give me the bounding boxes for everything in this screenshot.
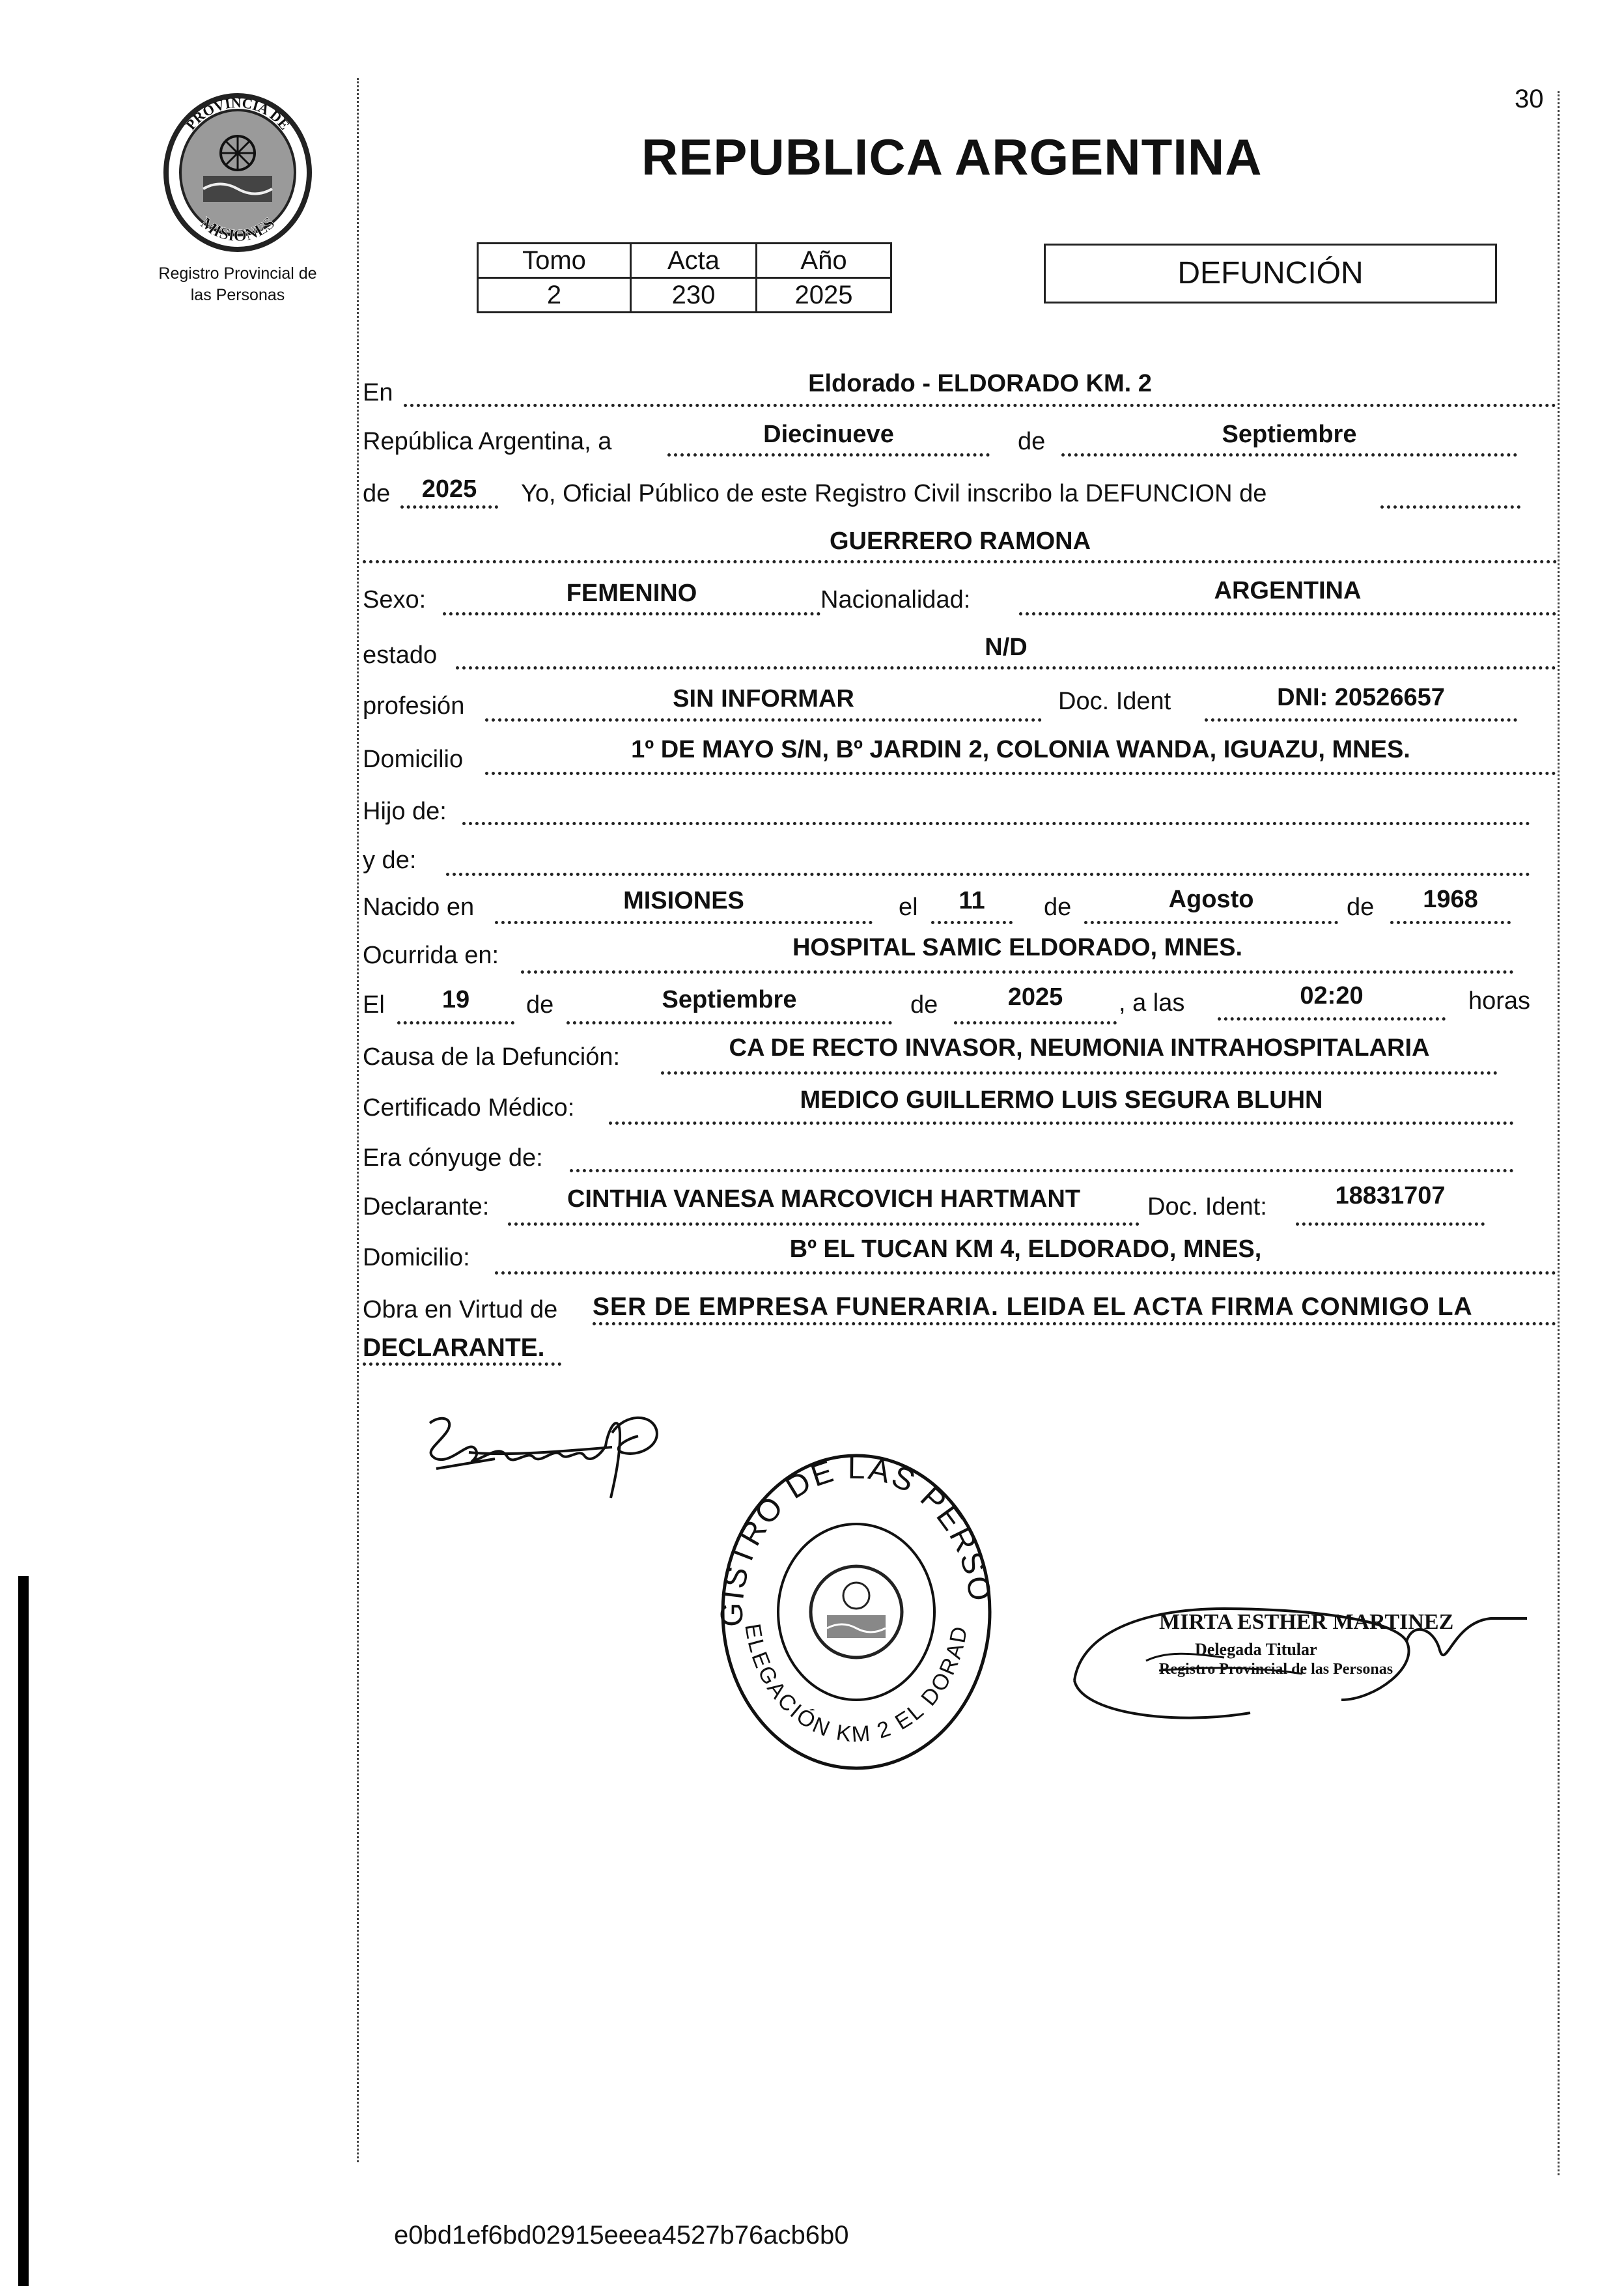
registry-label-line2: las Personas <box>190 286 285 304</box>
label-de-nac-2: de <box>1347 894 1375 921</box>
label-ocurrida-en: Ocurrida en: <box>363 942 499 969</box>
crest-text-top: PROVINCIA DE <box>182 94 293 133</box>
dots-nac-anio <box>1390 921 1511 924</box>
label-hijo-de: Hijo de: <box>363 798 447 825</box>
dots-causa <box>661 1071 1498 1075</box>
declarant-signature <box>417 1387 664 1504</box>
dots-obra-1 <box>593 1322 1556 1325</box>
dots-lugar <box>404 404 1556 407</box>
dots-def-mes <box>567 1021 892 1024</box>
label-horas: horas <box>1468 987 1531 1015</box>
label-estado: estado <box>363 642 438 669</box>
sexo-value: FEMENINO <box>566 580 697 607</box>
domicilio-value: 1º DE MAYO S/N, Bº JARDIN 2, COLONIA WANDA, IGUAZU, MNES. <box>631 736 1410 763</box>
label-declarante: Declarante: <box>363 1193 490 1221</box>
label-domicilio: Domicilio <box>363 746 464 773</box>
dots-dia <box>667 453 990 457</box>
label-yo-oficial: Yo, Oficial Público de este Registro Civil inscribo la DEFUNCION de <box>521 480 1267 507</box>
label-causa: Causa de la Defunción: <box>363 1043 621 1071</box>
certificado-value: MEDICO GUILLERMO LUIS SEGURA BLUHN <box>800 1086 1323 1114</box>
dots-def-anio <box>954 1021 1117 1024</box>
dots-fallecido <box>363 560 1558 563</box>
label-declarante-doc: Doc. Ident: <box>1147 1193 1267 1221</box>
nac-dia-value: 11 <box>959 887 985 914</box>
declarante-value: CINTHIA VANESA MARCOVICH HARTMANT <box>567 1185 1081 1213</box>
mes-texto-value: Septiembre <box>1222 421 1357 448</box>
label-de-def-2: de <box>910 991 938 1019</box>
label-el-nac: el <box>899 894 918 921</box>
dots-domicilio-declarante <box>495 1271 1556 1275</box>
label-conyuge: Era cónyuge de: <box>363 1144 543 1172</box>
label-certificado: Certificado Médico: <box>363 1094 575 1122</box>
provincial-crest-logo <box>156 91 319 254</box>
def-anio-value: 2025 <box>1007 983 1063 1011</box>
dots-estado <box>456 666 1556 670</box>
acta-value: 230 <box>631 278 757 313</box>
nacionalidad-value: ARGENTINA <box>1214 577 1362 604</box>
label-de-def-1: de <box>526 991 554 1019</box>
label-domicilio-declarante: Domicilio: <box>363 1244 470 1271</box>
nac-mes-value: Agosto <box>1168 886 1254 913</box>
acta-header: Acta <box>631 244 757 278</box>
label-profesion: profesión <box>363 692 465 720</box>
registry-label-line1: Registro Provincial de <box>158 264 317 283</box>
def-mes-value: Septiembre <box>662 986 797 1013</box>
left-margin-line <box>357 78 359 2162</box>
official-institution: Registro Provincial de las Personas <box>1159 1661 1393 1678</box>
dots-after-yo <box>1380 505 1520 509</box>
dots-ocurrida-en <box>521 970 1514 974</box>
label-sexo: Sexo: <box>363 586 427 614</box>
nac-anio-value: 1968 <box>1423 886 1478 913</box>
label-de-nac-1: de <box>1044 894 1072 921</box>
label-obra: Obra en Virtud de <box>363 1296 558 1323</box>
fallecido-value: GUERRERO RAMONA <box>829 528 1091 555</box>
dots-dni <box>1205 718 1517 722</box>
dots-def-hora <box>1218 1017 1446 1021</box>
def-hora-value: 02:20 <box>1300 982 1364 1009</box>
page-number: 30 <box>1515 85 1544 113</box>
causa-value: CA DE RECTO INVASOR, NEUMONIA INTRAHOSPITALARIA <box>729 1034 1430 1062</box>
registry-label <box>130 263 345 306</box>
anio-header: Año <box>757 244 891 278</box>
ocurrida-en-value: HOSPITAL SAMIC ELDORADO, MNES. <box>792 934 1243 961</box>
dots-nacionalidad <box>1019 612 1556 615</box>
official-name: MIRTA ESTHER MARTINEZ <box>1159 1610 1454 1634</box>
label-el-def: El <box>363 991 385 1019</box>
label-doc-ident: Doc. Ident <box>1058 688 1171 715</box>
label-de-2: de <box>363 480 391 507</box>
dots-certificado <box>609 1122 1514 1125</box>
label-a-las: , a las <box>1119 989 1185 1017</box>
scan-edge-bar <box>18 1576 29 2286</box>
dots-domicilio <box>485 772 1556 775</box>
dots-nac-mes <box>1084 921 1338 924</box>
declarante-domicilio-value: Bº EL TUCAN KM 4, ELDORADO, MNES, <box>789 1235 1262 1263</box>
dots-conyuge <box>570 1169 1514 1172</box>
dots-anio <box>400 505 498 509</box>
official-signature-stamp <box>1068 1583 1530 1739</box>
profesion-value: SIN INFORMAR <box>673 685 854 713</box>
obra-linea1-value: SER DE EMPRESA FUNERARIA. LEIDA EL ACTA FIRMA CONMIGO LA <box>593 1293 1473 1321</box>
dots-declarante <box>508 1222 1140 1226</box>
document-title: REPUBLICA ARGENTINA <box>641 128 1263 186</box>
dots-sexo <box>443 612 820 615</box>
document-hash: e0bd1ef6bd02915eeea4527b76acb6b0 <box>394 2221 849 2250</box>
dia-texto-value: Diecinueve <box>763 421 894 448</box>
label-nacionalidad: Nacionalidad: <box>820 586 971 614</box>
record-table <box>477 242 892 313</box>
tomo-value: 2 <box>478 278 631 313</box>
official-role: Delegada Titular <box>1195 1640 1317 1659</box>
record-type-box: DEFUNCIÓN <box>1044 244 1497 303</box>
dots-nac-dia <box>931 921 1013 924</box>
right-margin-line <box>1558 91 1560 2175</box>
lugar-value: Eldorado - ELDORADO KM. 2 <box>808 370 1152 397</box>
dots-nacido-en <box>495 921 873 924</box>
obra-linea2-value: DECLARANTE. <box>363 1334 545 1362</box>
def-dia-value: 19 <box>441 986 470 1013</box>
seal-text-bottom: ELEGACIÓN KM 2 EL DORAD <box>740 1622 973 1747</box>
label-republica: República Argentina, a <box>363 428 612 455</box>
label-en: En <box>363 379 393 406</box>
label-nacido-en: Nacido en <box>363 894 475 921</box>
dots-obra-2 <box>363 1362 561 1366</box>
dots-def-dia <box>397 1021 514 1024</box>
anio-value: 2025 <box>757 278 891 313</box>
seal-text-top: GISTRO DE LAS PERSO <box>714 1450 998 1628</box>
dni-value: DNI: 20526657 <box>1277 684 1445 711</box>
crest-text-bottom: MISIONES <box>197 213 279 246</box>
dots-declarante-doc <box>1296 1222 1485 1226</box>
tomo-header: Tomo <box>478 244 631 278</box>
dots-profesion <box>485 718 1042 722</box>
svg-text:REGISTRO DE LAS PERSONAS <box>713 1439 998 1627</box>
estado-value: N/D <box>985 634 1028 661</box>
official-seal-stamp <box>713 1439 1000 1771</box>
dots-y-de <box>446 873 1530 876</box>
anio-value: 2025 <box>421 475 477 503</box>
label-y-de: y de: <box>363 847 417 874</box>
dots-mes <box>1061 453 1517 457</box>
label-de-1: de <box>1018 428 1046 455</box>
declarante-doc-value: 18831707 <box>1335 1182 1446 1209</box>
dots-hijo-de <box>462 822 1530 825</box>
nacido-en-value: MISIONES <box>623 887 744 914</box>
